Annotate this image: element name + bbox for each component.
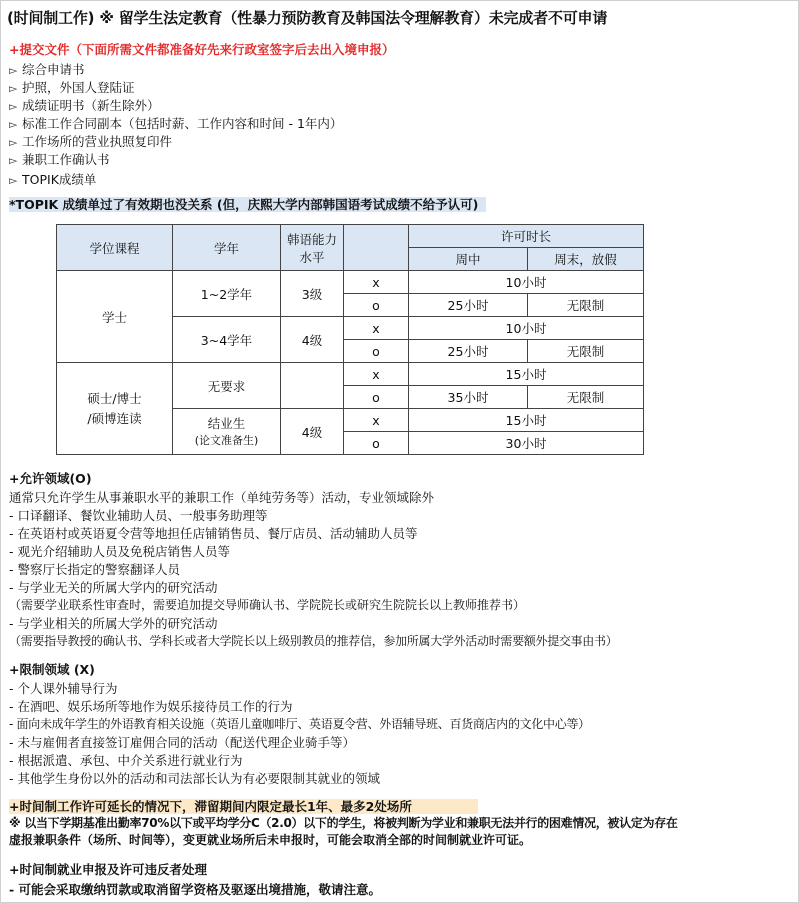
arrow-icon: ▻ (9, 118, 18, 131)
arrow-icon: ▻ (9, 82, 18, 95)
cell-unlimited: 无限制 (528, 386, 644, 409)
restricted-item: - 个人课外辅导行为 (9, 681, 118, 696)
graduate-note: (论文准备生) (194, 433, 259, 447)
cell-o: o (344, 432, 409, 455)
cell-no-requirement: 无要求 (173, 363, 281, 409)
topik-note: *TOPIK 成绩单过了有效期也没关系 (但，庆熙大学内部韩国语考试成绩不给予认可) (9, 196, 486, 213)
extension-note-line2: 虚报兼职条件（场所、时间等），变更就业场所后未申报时，可能会取消全部的时间制就业许可证。 (9, 833, 532, 847)
cell-hours: 35小时 (409, 386, 528, 409)
cell-hours: 25小时 (409, 294, 528, 317)
cell-master-doctor: 硕士/博士 /硕博连读 (57, 363, 173, 455)
allowed-heading: +允许领域(O) (9, 471, 92, 486)
restricted-heading: +限制领域 (X) (9, 662, 95, 677)
allowed-item: - 观光介绍辅助人员及免税店销售人员等 (9, 544, 230, 559)
cell-hours: 10小时 (409, 317, 644, 340)
cell-blank (281, 363, 344, 409)
cell-hours: 25小时 (409, 340, 528, 363)
violation-note: - 可能会采取缴纳罚款或取消留学资格及驱逐出境措施，敬请注意。 (9, 882, 382, 897)
cell-unlimited: 无限制 (528, 340, 644, 363)
header-year: 学年 (173, 225, 281, 271)
extension-note-line1: ※ 以当下学期基准出勤率70%以下或平均学分C（2.0）以下的学生，将被判断为学业和兼职无法并行的困难情况，被认定为存在 (9, 816, 678, 830)
allowed-item: - 警察厅长指定的警察翻译人员 (9, 562, 180, 577)
cell-hours: 30小时 (409, 432, 644, 455)
allowed-item: - 与学业相关的所属大学外的研究活动 (9, 616, 218, 631)
page-title: (时间制工作) ※ 留学生法定教育（性暴力预防教育及韩国法令理解教育）未完成者不可申请 (7, 9, 608, 27)
cell-hours: 10小时 (409, 271, 644, 294)
cell-hours: 15小时 (409, 363, 644, 386)
cell-level4: 4级 (281, 409, 344, 455)
allowed-item-note: （需要学业联系性审查时，需要追加提交导师确认书、学院院长或研究生院院长以上教师推荐书） (9, 598, 526, 612)
cell-year34: 3~4学年 (173, 317, 281, 363)
arrow-icon: ▻ (9, 136, 18, 149)
allowed-item: - 口译翻译、餐饮业辅助人员、一般事务助理等 (9, 508, 268, 523)
document-item: ▻ TOPIK成绩单 (9, 172, 97, 187)
allowed-intro: 通常只允许学生从事兼职水平的兼职工作（单纯劳务等）活动，专业领域除外 (9, 490, 435, 505)
cell-year12: 1~2学年 (173, 271, 281, 317)
graduate-label: 结业生 (207, 415, 246, 431)
allowed-item-note: （需要指导教授的确认书、学科长或者大学院长以上级别教员的推荐信，参加所属大学外活动时需要额外提交事由书） (9, 634, 618, 648)
arrow-icon: ▻ (9, 174, 18, 187)
cell-o: o (344, 294, 409, 317)
cell-level3: 3级 (281, 271, 344, 317)
cell-o: o (344, 340, 409, 363)
header-course: 学位课程 (57, 225, 173, 271)
cell-x: x (344, 317, 409, 340)
work-hours-table (56, 224, 644, 455)
documents-heading: +提交文件（下面所需文件都准备好先来行政室签字后去出入境申报） (9, 42, 395, 57)
arrow-icon: ▻ (9, 100, 18, 113)
cell-o: o (344, 386, 409, 409)
restricted-item: - 其他学生身份以外的活动和司法部长认为有必要限制其就业的领域 (9, 771, 380, 786)
cell-hours: 15小时 (409, 409, 644, 432)
cell-unlimited: 无限制 (528, 294, 644, 317)
header-allowed-time: 许可时长 (409, 225, 644, 248)
header-blank (344, 225, 409, 271)
document-item: ▻ 综合申请书 (9, 62, 85, 77)
cell-x: x (344, 271, 409, 294)
cell-bachelor: 学士 (57, 271, 173, 363)
cell-graduate (173, 409, 281, 455)
header-weekend: 周末，放假 (528, 248, 644, 271)
allowed-item: - 与学业无关的所属大学内的研究活动 (9, 580, 218, 595)
cell-x: x (344, 363, 409, 386)
document-item: ▻ 兼职工作确认书 (9, 152, 110, 167)
cell-x: x (344, 409, 409, 432)
document-item: ▻ 成绩证明书（新生除外） (9, 98, 160, 113)
restricted-item: - 未与雇佣者直接签订雇佣合同的活动（配送代理企业骑手等） (9, 735, 355, 750)
header-weekday: 周中 (409, 248, 528, 271)
document-item: ▻ 工作场所的营业执照复印件 (9, 134, 173, 149)
violation-heading: +时间制就业申报及许可违反者处理 (9, 862, 207, 877)
cell-level4: 4级 (281, 317, 344, 363)
header-korean-level: 韩语能力水平 (281, 225, 344, 271)
restricted-item: - 面向未成年学生的外语教育相关设施（英语儿童咖啡厅、英语夏令营、外语辅导班、百货商店内的文化中心等） (9, 717, 590, 731)
document-item: ▻ 标准工作合同副本（包括时薪、工作内容和时间 - 1年内） (9, 116, 343, 131)
extension-heading: +时间制工作许可延长的情况下，滞留期间内限定最长1年、最多2处场所 (9, 798, 478, 815)
arrow-icon: ▻ (9, 64, 18, 77)
arrow-icon: ▻ (9, 154, 18, 167)
allowed-item: - 在英语村或英语夏令营等地担任店铺销售员、餐厅店员、活动辅助人员等 (9, 526, 418, 541)
document-item: ▻ 护照，外国人登陆证 (9, 80, 135, 95)
restricted-item: - 根据派遣、承包、中介关系进行就业行为 (9, 753, 243, 768)
restricted-item: - 在酒吧、娱乐场所等地作为娱乐接待员工作的行为 (9, 699, 293, 714)
